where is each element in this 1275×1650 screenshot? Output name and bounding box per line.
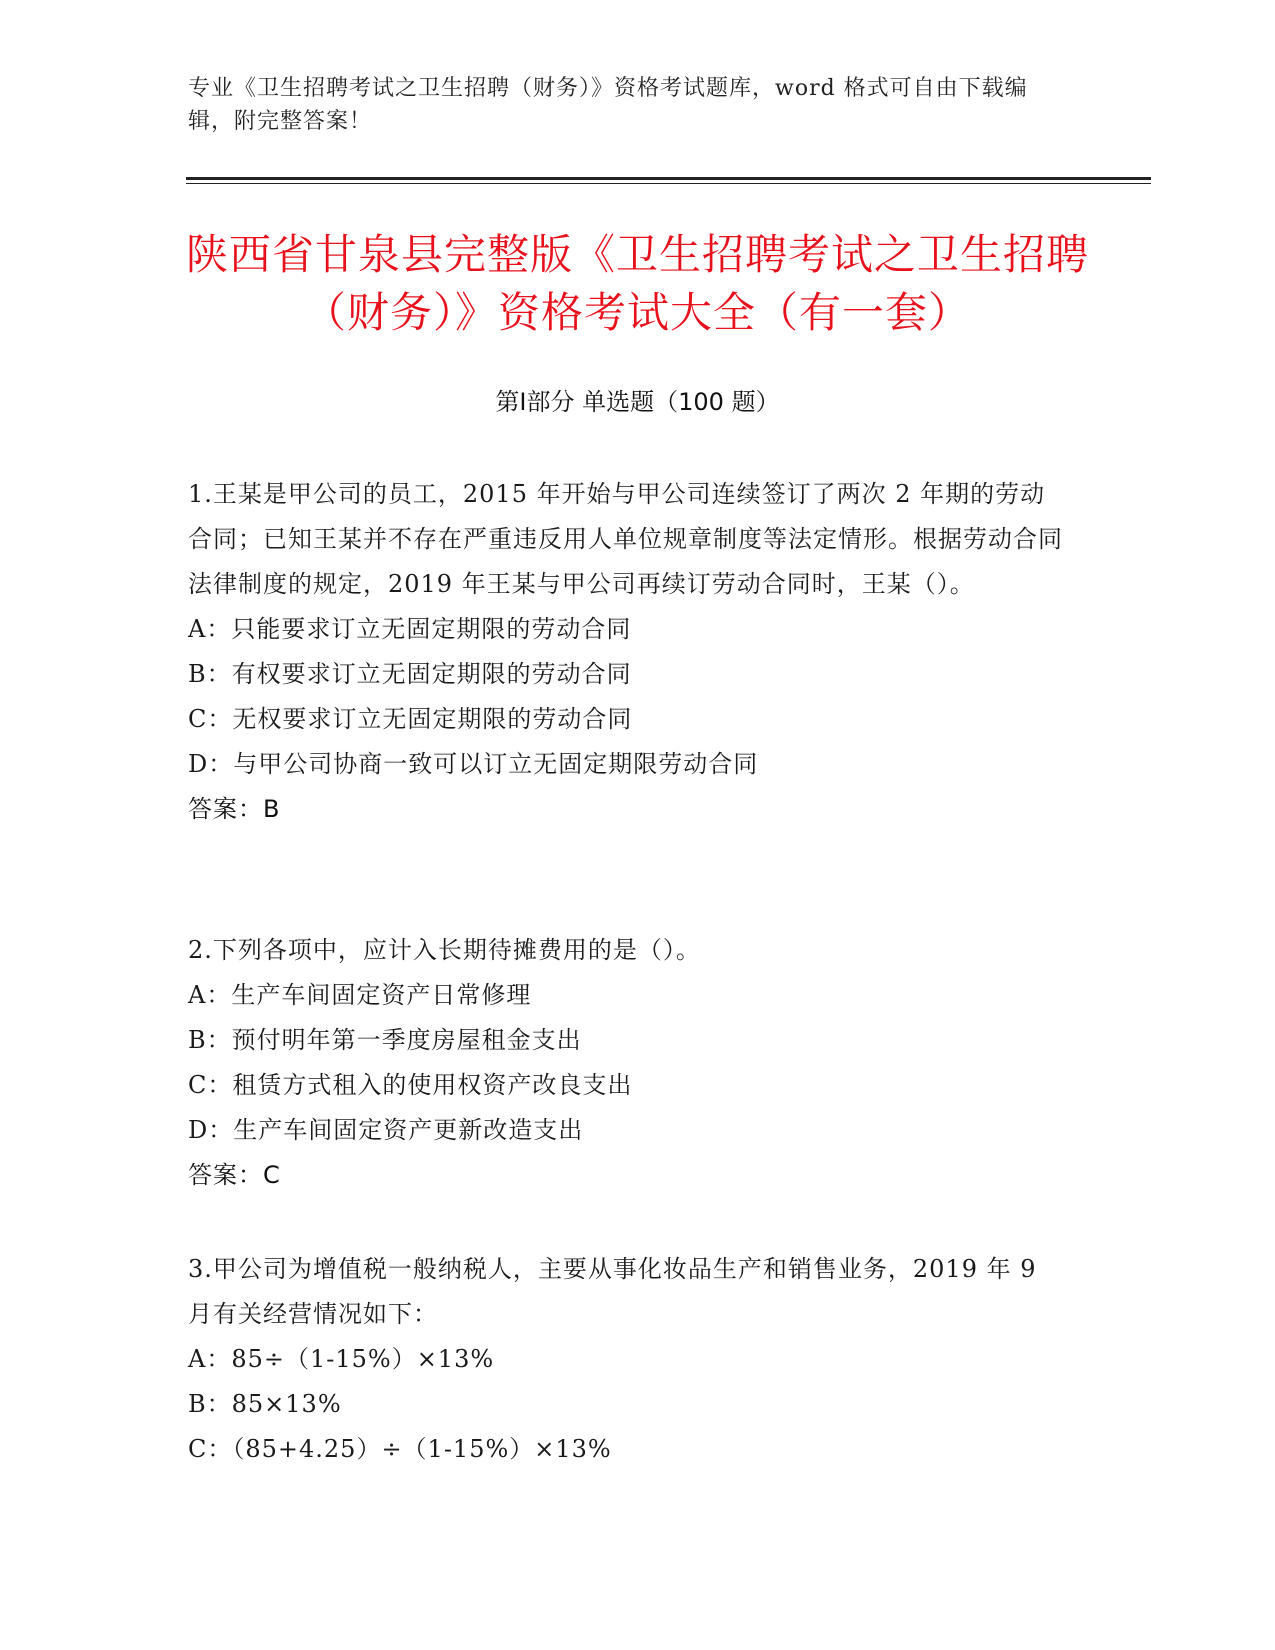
question-2 [188, 928, 1068, 1198]
header-note: 专业《卫生招聘考试之卫生招聘（财务）》资格考试题库，word 格式可自由下载编辑，附完整答案！ [188, 76, 1028, 134]
option-d: D：生产车间固定资产更新改造支出 [188, 1116, 584, 1144]
question-stem: 1.王某是甲公司的员工，2015 年开始与甲公司连续签订了两次 2 年期的劳动合同；已知王某并不存在严重违反用人单位规章制度等法定情形。根据劳动合同法律制度的规定，2019 年王某与甲公司再续订劳动合同时，王某（）。 [188, 480, 1063, 598]
answer: 答案：C [188, 1161, 281, 1189]
question-1 [188, 472, 1068, 832]
question-stem: 2.下列各项中，应计入长期待摊费用的是（）。 [188, 936, 701, 964]
option-a: A：85÷（1-15%）×13% [188, 1345, 495, 1373]
header-divider-thin [186, 183, 1151, 184]
option-a: A：生产车间固定资产日常修理 [188, 981, 532, 1009]
option-b: B：有权要求订立无固定期限的劳动合同 [188, 660, 632, 688]
answer: 答案：B [188, 795, 281, 823]
option-a: A：只能要求订立无固定期限的劳动合同 [188, 615, 632, 643]
option-b: B：85×13% [188, 1390, 342, 1418]
question-3 [188, 1247, 1068, 1472]
option-c: C：无权要求订立无固定期限的劳动合同 [188, 705, 633, 733]
option-c: C：租赁方式租入的使用权资产改良支出 [188, 1071, 633, 1099]
option-d: D：与甲公司协商一致可以订立无固定期限劳动合同 [188, 750, 759, 778]
header-divider-thick [186, 177, 1151, 180]
document-title: 陕西省甘泉县完整版《卫生招聘考试之卫生招聘（财务）》资格考试大全（有一套） [185, 230, 1089, 337]
question-stem: 3.甲公司为增值税一般纳税人，主要从事化妆品生产和销售业务，2019 年 9 月有关经营情况如下： [188, 1255, 1037, 1328]
option-c: C：（85+4.25）÷（1-15%）×13% [188, 1435, 612, 1463]
option-b: B：预付明年第一季度房屋租金支出 [188, 1026, 582, 1054]
section-heading: 第Ⅰ部分 单选题（100 题） [495, 388, 780, 416]
